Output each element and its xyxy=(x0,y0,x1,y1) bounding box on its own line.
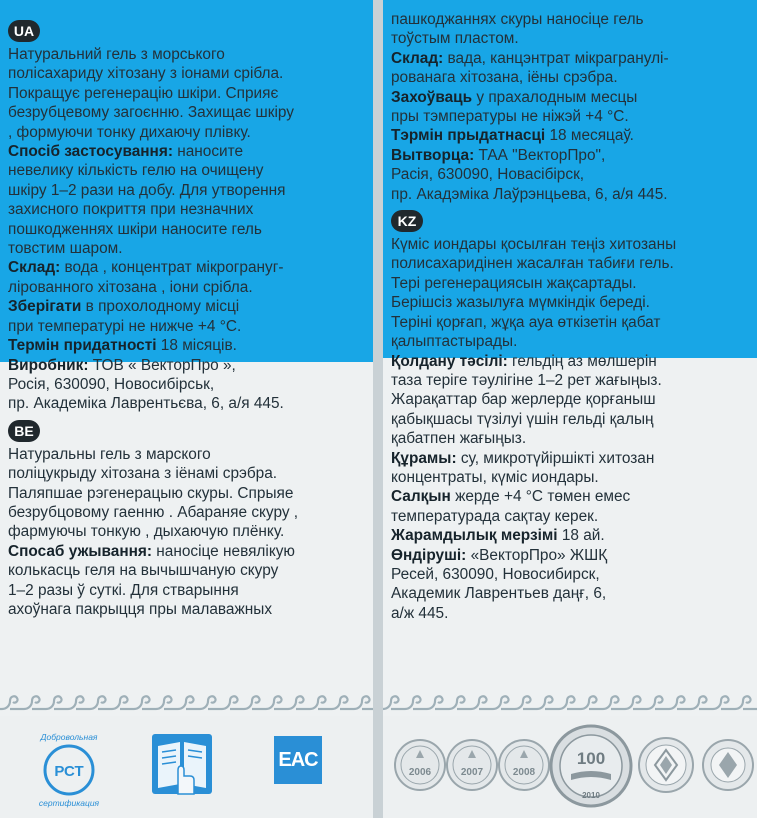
rst-mark-text: РСТ xyxy=(54,763,84,780)
left-panel xyxy=(0,0,373,818)
kz-shelf-life: Жарамдылық мерзімі 18 ай. xyxy=(391,527,605,545)
be-usage-start: Спосаб ужывання: наносіце невялікую колькасць геля на вычышчаную скуру 1–2 разы ў суткі. Для стварыння ахоўнага пакрыцця пры малаважных xyxy=(8,542,295,618)
greek-key-border xyxy=(0,690,373,716)
medal-100-number: 100 xyxy=(576,749,606,768)
ua-shelf-life: Термін придатності 18 місяців. xyxy=(8,337,237,355)
book-hand-icon xyxy=(150,732,214,796)
certification-area xyxy=(0,716,373,818)
kz-composition: Құрамы: су, микротүйіршікті хитозан концентраты, күміс иондары. xyxy=(391,449,655,486)
panel-fold xyxy=(373,0,383,818)
be-manufacturer: Вытворца: ТАА "ВекторПро", Расія, 630090, Новасібірск, пр. Акадэміка Лаўрэнцьева, 6, а/я 445. xyxy=(391,146,668,203)
medal-2006-year: 2006 xyxy=(408,767,432,778)
medal-2008-year: 2008 xyxy=(512,767,536,778)
medals-area xyxy=(383,716,757,818)
greek-key-border xyxy=(383,690,757,716)
kz-storage: Салқын жерде +4 °С төмен емес температурада сақтау керек. xyxy=(391,488,631,525)
kz-badge: KZ xyxy=(391,210,423,232)
medal-2007-icon xyxy=(445,738,499,792)
eac-mark-icon: EAC xyxy=(274,736,322,784)
rst-bottom-text: сертификация xyxy=(38,798,100,808)
kz-intro: Күміс иондары қосылған теңіз хитозаны полисахаридінен жасалған табиғи гель. Тері регенерациясын жақсартады. Берішсіз жазылуға мүмкіндік береді. Теріні қорғап, жұқа ауа өткізетін қабат қалыптастырады. xyxy=(391,236,677,351)
right-panel xyxy=(383,0,757,818)
medal-100-icon xyxy=(549,722,633,810)
left-text xyxy=(8,18,365,619)
rst-certification-icon xyxy=(30,730,108,810)
medal-2007-year: 2007 xyxy=(460,767,484,778)
ua-manufacturer: Виробник: ТОВ « ВекторПро », Росія, 630090, Новосибірськ, пр. Академіка Лаврентьєва, 6, а/я 445. xyxy=(8,356,284,413)
be-intro: Натуральны гель з марского поліцукрыду хітозана з іёнамі срэбра. Паляпшае рэгенерацыю скуры. Спрыяе безрубцовому гаенню . Абараняе скуру , фармуючы тонкую , дыхаючую плёнку. xyxy=(8,445,299,541)
ua-storage: Зберігати в прохолодному місці при температурі не нижче +4 °С. xyxy=(8,298,242,335)
ua-badge: UA xyxy=(8,20,40,42)
medal-2006-icon xyxy=(393,738,447,792)
quality-mark-icon xyxy=(637,736,695,794)
medal-2008-icon xyxy=(497,738,551,792)
be-usage-end: пашкоджаннях скуры наносіце гель тоўстым пластом. xyxy=(391,11,644,48)
be-shelf-life: Тэрмін прыдатнасці 18 месяцаў. xyxy=(391,127,634,145)
quality-seal-icon xyxy=(701,738,755,792)
be-badge: BE xyxy=(8,420,40,442)
rst-top-text: Добровольная xyxy=(40,732,98,742)
be-storage: Захоўваць у прахалодным месцы пры тэмпературы не ніжэй +4 °С. xyxy=(391,88,638,126)
ua-composition: Склад: вода , концентрат мікрогрануг- лірованного хітозана , іони срібла. xyxy=(8,259,284,296)
be-composition: Склад: вада, канцэнтрат мікрагранулі- рованага хітозана, іёны срэбра. xyxy=(391,49,669,87)
right-text xyxy=(391,10,749,623)
kz-manufacturer: Өндіруші: «ВекторПро» ЖШҚ Ресей, 630090, Новосибирск, Академик Лаврентьев даңғ, 6, а/ж 445. xyxy=(391,546,608,622)
kz-usage: Қолдану тәсілі: гельдің аз мөлшерін таза теріге тәулігіне 1–2 рет жағыңыз. Жарақаттар бар жерлерде қорғаныш қабықшасы түзілуі үшін гельді қалың қабатпен жағыңыз. xyxy=(391,352,662,448)
ua-usage: Спосіб застосування: наносите невелику кількість гелю на очищену шкіру 1–2 рази на добу. Для утворення захисного покриття при незначних пошкодженнях шкіри наносите гель товстим шаром. xyxy=(8,143,286,258)
medal-100-year: 2010 xyxy=(582,791,600,800)
ua-intro: Натуральний гель з морського полісахариду хітозану з іонами срібла. Покращує регенерацію шкіри. Сприяє безрубцевому загоєнню. Захищає шкіру , формуючи тонку дихаючу плівку. xyxy=(8,46,294,141)
